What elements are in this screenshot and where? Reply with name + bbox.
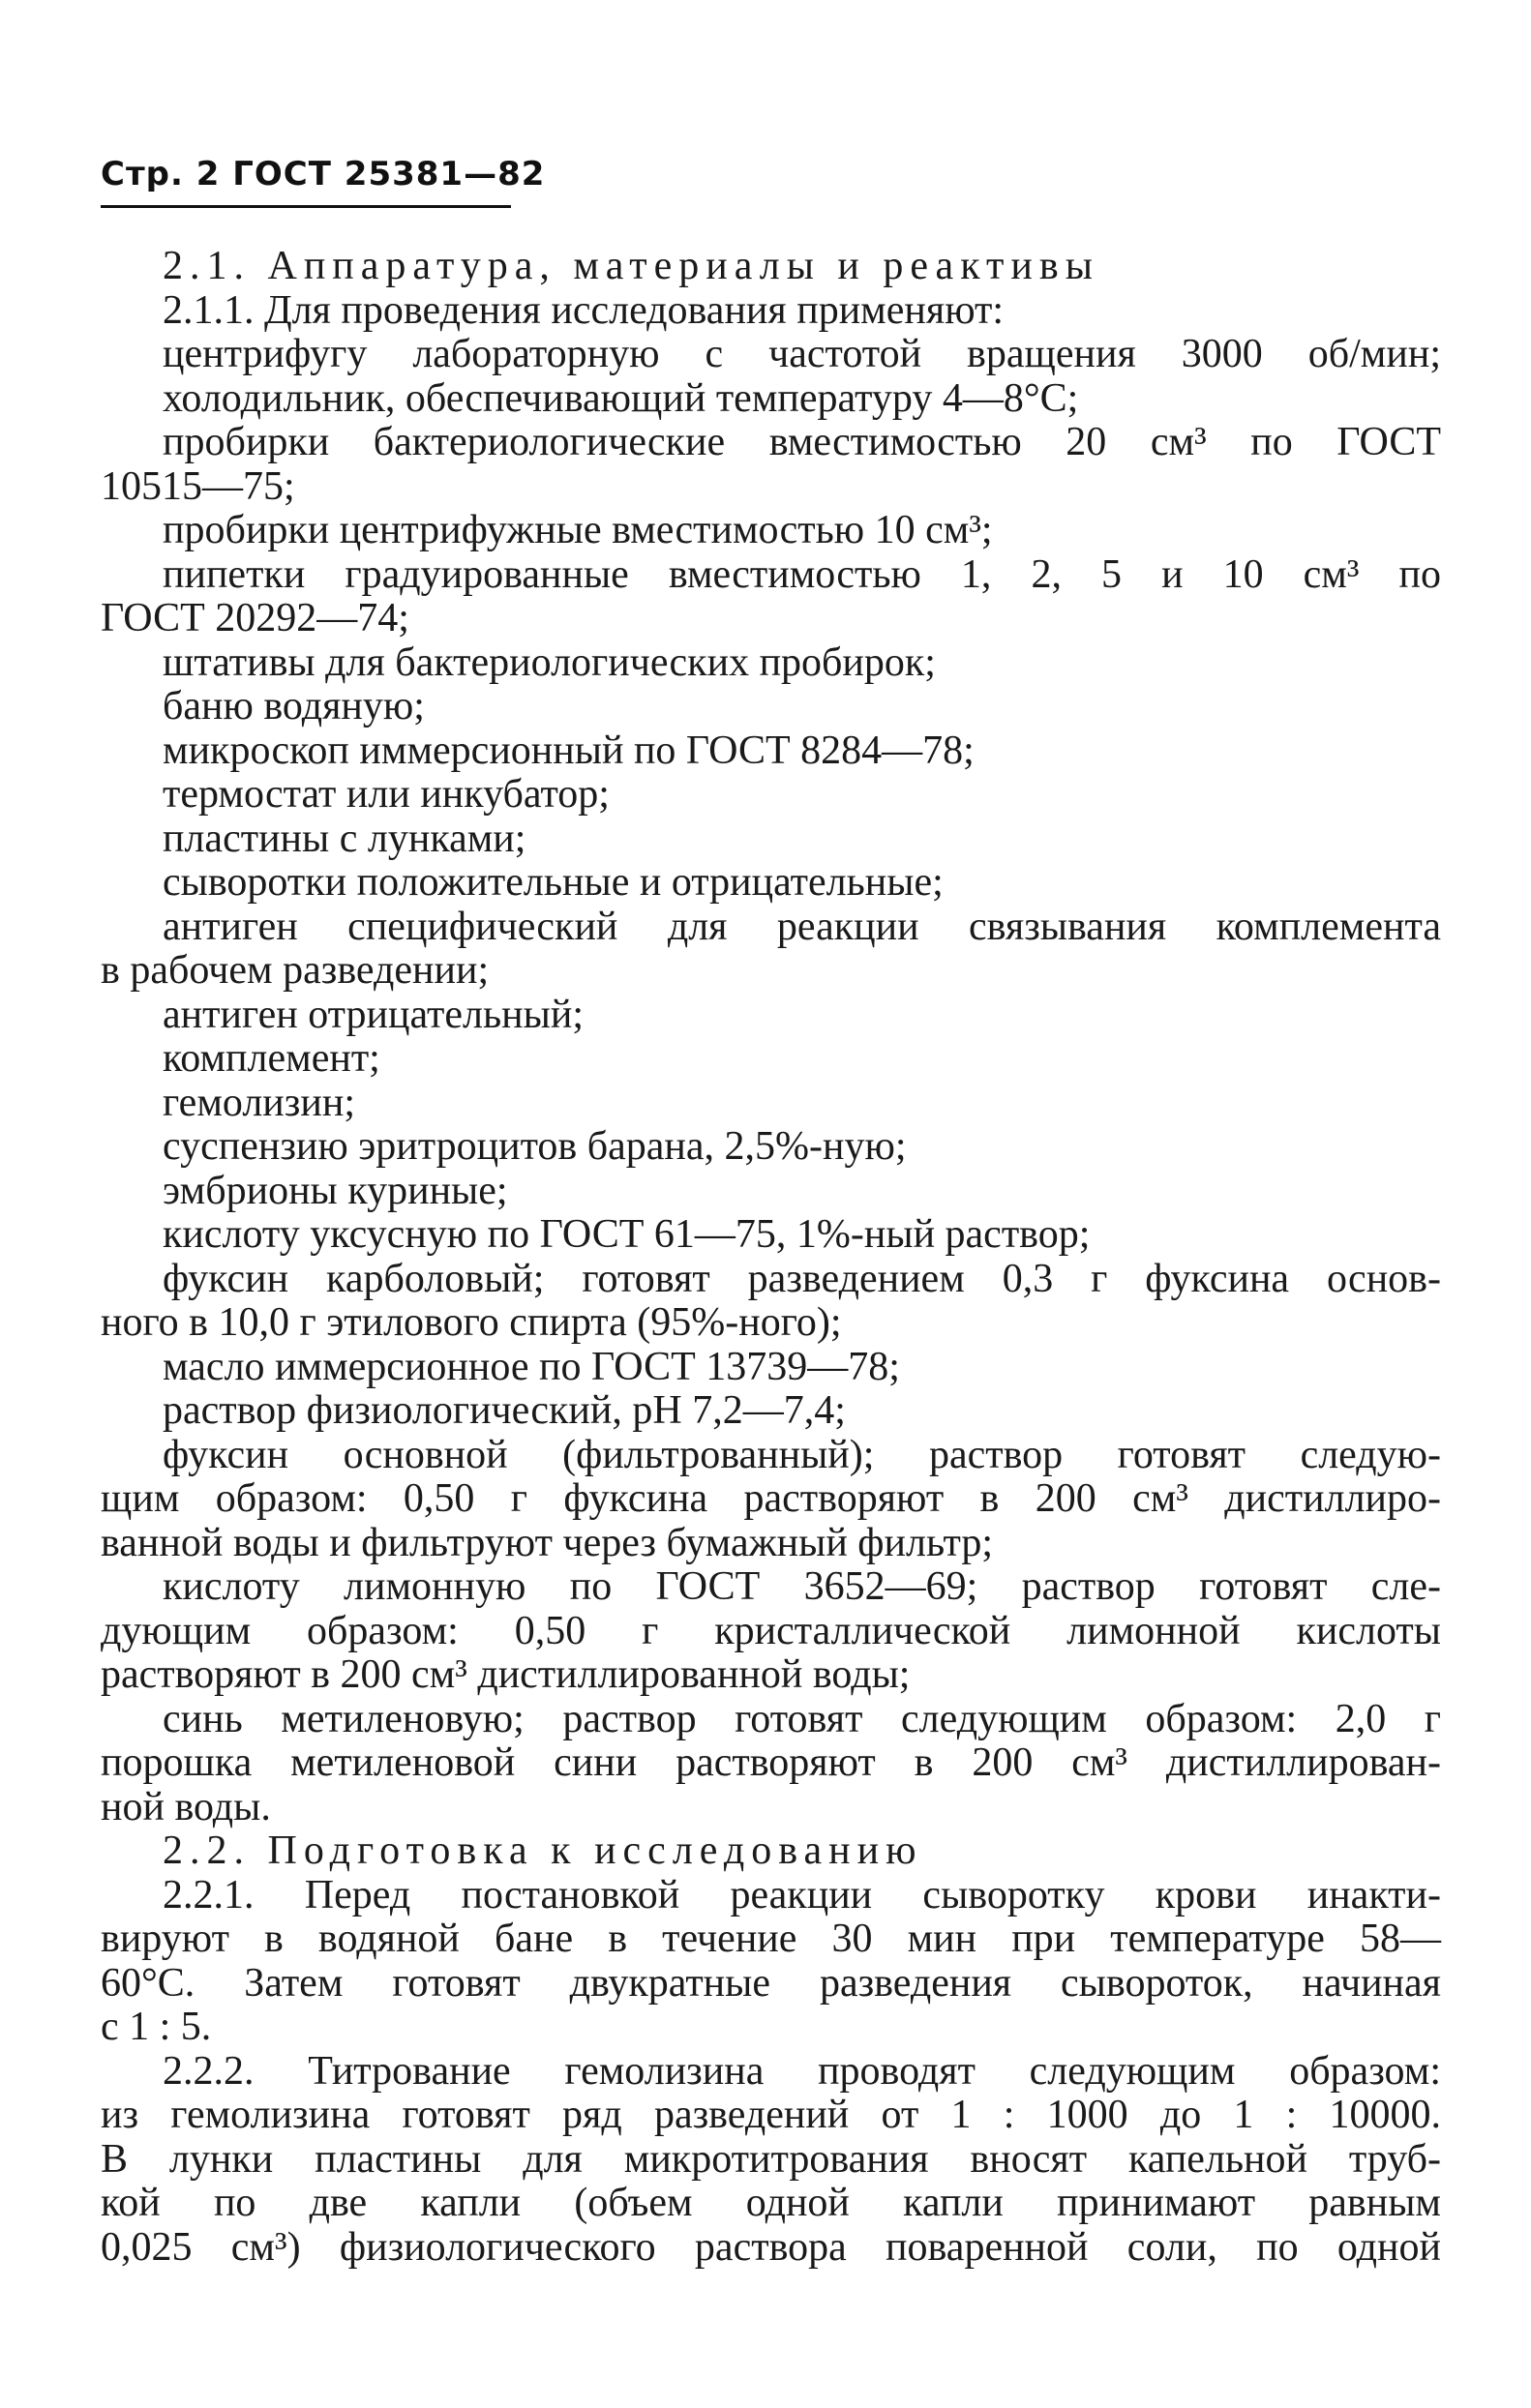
text-line: В лунки пластины для микротитрования вносят капельной труб- — [101, 2136, 1441, 2182]
text-line: микроскоп иммерсионный по ГОСТ 8284—78; — [163, 728, 975, 773]
text-line: дующим образом: 0,50 г кристаллической лимонной кислоты — [101, 1608, 1441, 1653]
text-line: пипетки градуированные вместимостью 1, 2, 5 и 10 см³ по — [163, 551, 1441, 597]
text-line: фуксин карболовый; готовят разведением 0,3 г фуксина основ- — [163, 1256, 1441, 1301]
text-line: ной воды. — [101, 1784, 271, 1829]
text-line: центрифугу лабораторную с частотой вращения 3000 об/мин; — [163, 332, 1441, 376]
text-line: ного в 10,0 г этилового спирта (95%-ного); — [101, 1300, 842, 1345]
text-line: пробирки центрифужные вместимостью 10 см³; — [163, 508, 993, 552]
text-line: гемолизин; — [163, 1080, 355, 1125]
text-line: 2.1.1. Для проведения исследования применяют: — [163, 287, 1005, 333]
text-line: кислоту уксусную по ГОСТ 61—75, 1%-ный раствор; — [163, 1212, 1091, 1257]
text-line: вируют в водяной бане в течение 30 мин при температуре 58— — [101, 1917, 1441, 1961]
text-line: фуксин основной (фильтрованный); раствор готовят следую- — [163, 1432, 1441, 1477]
text-line: пробирки бактериологические вместимостью 20 см³ по ГОСТ — [163, 420, 1441, 464]
text-line: растворяют в 200 см³ дистиллированной воды; — [101, 1652, 911, 1697]
text-line: холодильник, обеспечивающий температуру 4—8°С; — [163, 375, 1079, 421]
text-line: 0,025 см³) физиологического раствора поваренной соли, по одной — [101, 2224, 1441, 2270]
text-line: антиген специфический для реакции связывания комплемента — [163, 904, 1441, 949]
text-line: синь метиленовую; раствор готовят следующим образом: 2,0 г — [163, 1696, 1441, 1741]
text-line: ГОСТ 20292—74; — [101, 596, 409, 640]
text-line: 60°С. Затем готовят двукратные разведения сывороток, начиная — [101, 1960, 1441, 2006]
text-line: с 1 : 5. — [101, 2005, 212, 2049]
text-line: масло иммерсионное по ГОСТ 13739—78; — [163, 1344, 900, 1389]
text-line: кой по две капли (объем одной капли принимают равным — [101, 2181, 1441, 2225]
text-line: сыворотки положительные и отрицательные; — [163, 860, 944, 905]
section-heading: 2.1. Аппаратура, материалы и реактивы — [163, 244, 1099, 288]
text-line: в рабочем разведении; — [101, 948, 490, 993]
text-line: штативы для бактериологических пробирок; — [163, 639, 936, 685]
text-line: термостат или инкубатор; — [163, 772, 610, 817]
page-header: Стр. 2 ГОСТ 25381—82 — [101, 155, 546, 193]
text-line: раствор физиологический, рН 7,2—7,4; — [163, 1388, 846, 1433]
text-line: антиген отрицательный; — [163, 992, 585, 1037]
document-body — [101, 245, 1441, 2270]
text-line: 10515—75; — [101, 463, 295, 509]
text-line: баню водяную; — [163, 684, 425, 728]
text-line: кислоту лимонную по ГОСТ 3652—69; раствор готовят сле- — [163, 1564, 1441, 1609]
text-line: комплемент; — [163, 1036, 380, 1081]
text-line: 2.2.1. Перед постановкой реакции сыворотку крови инакти- — [163, 1872, 1441, 1917]
text-line: пластины с лунками; — [163, 816, 526, 861]
text-line: ванной воды и фильтруют через бумажный фильтр; — [101, 1520, 994, 1565]
text-line: из гемолизина готовят ряд разведений от 1 : 1000 до 1 : 10000. — [101, 2093, 1441, 2137]
header-rule — [101, 205, 511, 208]
text-line: щим образом: 0,50 г фуксина растворяют в 200 см³ дистиллиро- — [101, 1476, 1441, 1521]
section-heading: 2.2. Подготовка к исследованию — [163, 1828, 923, 1873]
text-line: суспензию эритроцитов барана, 2,5%-ную; — [163, 1124, 907, 1169]
text-line: 2.2.2. Титрование гемолизина проводят следующим образом: — [163, 2048, 1441, 2094]
text-line: эмбрионы куриные; — [163, 1168, 508, 1213]
text-line: порошка метиленовой сини растворяют в 200 см³ дистиллирован- — [101, 1740, 1441, 1785]
